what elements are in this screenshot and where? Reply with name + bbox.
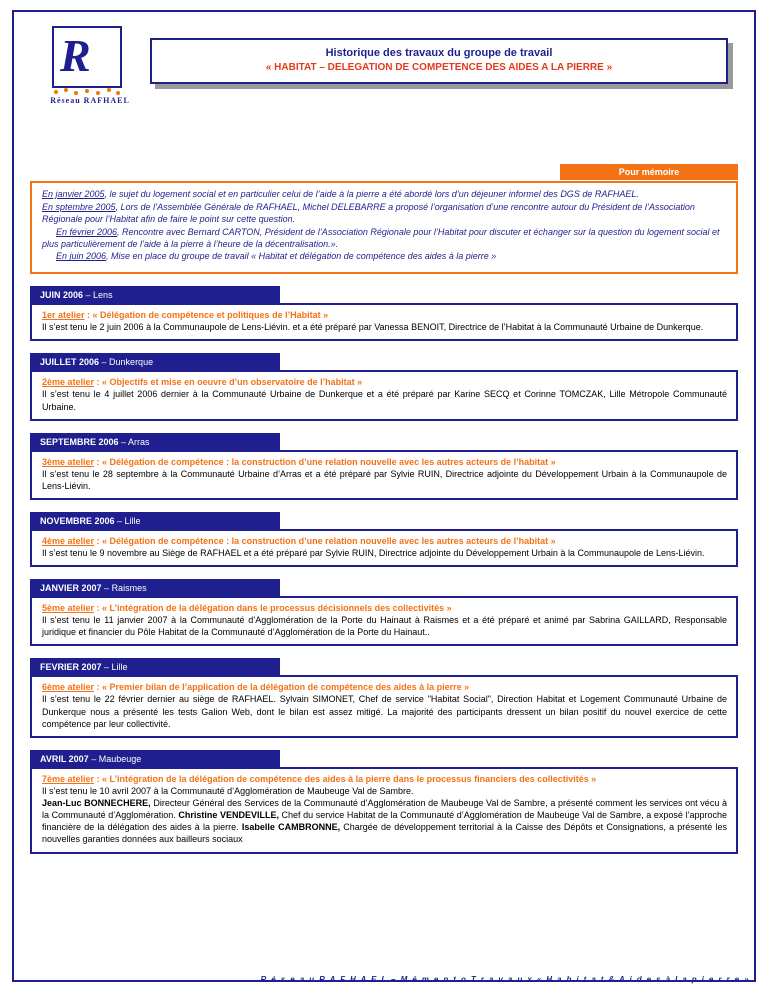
atelier-number: 4ème atelier: [42, 535, 95, 546]
section-avril-2007: [30, 750, 738, 854]
atelier-body: Il s’est tenu le 22 février dernier au siège de RAFHAEL. Sylvain SIMONET, Chef de service "Habitat Social", Direction Habitat et Logement Communauté Urbaine de Dunkerque nous a présenté les tests Galion Web, dont le bilan est assez mitigé. La majorité des participants dressent un bilan positif du nouvel exercice de cette compétence par leur collectivité.: [42, 694, 727, 729]
atelier-title: [42, 457, 727, 467]
month-bar: SEPTEMBRE 2006 – Arras: [30, 433, 280, 451]
speaker-name-2: Christine VENDEVILLE,: [178, 810, 279, 821]
memoire-paragraph: [42, 227, 728, 251]
atelier-number: 7ème atelier: [42, 773, 95, 784]
atelier-title: [42, 682, 727, 692]
atelier-body: Il s’est tenu le 11 janvier 2007 à la Communauté d’Agglomération de la Porte du Hainaut à Raismes et a été préparé et animé par Sabrina GAILLARD, Responsable juridique et financier du Pôle Habitat de la Communauté d’Agglomération de la Porte du Hainaut..: [42, 615, 727, 638]
document-header: [30, 24, 738, 120]
month-bar: JUIN 2006 – Lens: [30, 286, 280, 304]
month-label: JANVIER 2007: [40, 583, 102, 594]
pour-memoire-tab-row: [30, 164, 738, 180]
section-fevrier-2007: [30, 658, 738, 737]
atelier-subject: : « L’intégration de la délégation dans le processus décisionnels des collectivités »: [94, 603, 452, 614]
section-body: [30, 675, 738, 737]
atelier-title: [42, 603, 727, 613]
document-content: [12, 10, 756, 982]
month-place: Dunkerque: [109, 357, 154, 368]
section-body: [30, 303, 738, 341]
page-title: Historique des travaux du groupe de travail: [325, 47, 553, 59]
atelier-body: Il s’est tenu le 2 juin 2006 à la Communaupole de Lens-Liévin. et a été préparé par Vanessa BENOIT, Directrice de l’Habitat à la Communauté Urbaine de Dunkerque.: [42, 322, 704, 333]
section-body: [30, 767, 738, 854]
month-place: Lille: [124, 515, 141, 526]
section-body: [30, 529, 738, 567]
month-place: Lille: [111, 662, 128, 673]
section-body: [30, 450, 738, 500]
speaker-name-3: Isabelle CAMBRONNE,: [241, 822, 341, 833]
atelier-number: 3ème atelier: [42, 456, 95, 467]
atelier-subject: : « Délégation de compétence : la construction d’une relation nouvelle avec les autres acteurs de l’habitat »: [94, 456, 556, 467]
atelier-body: Il s’est tenu le 28 septembre à la Communauté Urbaine d’Arras et a été préparé par Sylvie RUIN, Directrice adjointe du Développement Urbain à la Communaupole de Lens-Liévin.: [42, 468, 727, 491]
month-place: Raismes: [111, 583, 147, 594]
atelier-subject: : « Premier bilan de l’application de la délégation de compétence des aides à la pierre »: [94, 682, 470, 693]
atelier-title: [42, 310, 727, 320]
atelier-subject: : « Délégation de compétence : la construction d’une relation nouvelle avec les autres acteurs de l’habitat »: [94, 535, 556, 546]
month-label: NOVEMBRE 2006: [40, 515, 115, 526]
atelier-subject: : « L’intégration de la délégation de compétence des aides à la pierre dans le processus financiers des collectivités »: [94, 773, 597, 784]
month-label: AVRIL 2007: [40, 753, 89, 764]
section-novembre-2006: [30, 512, 738, 567]
atelier-subject: : « Délégation de compétence et politiques de l’Habitat »: [84, 310, 329, 321]
speaker-name-1: Jean-Luc BONNECHERE,: [42, 797, 151, 808]
logo-monogram: R: [60, 30, 91, 81]
month-bar: JANVIER 2007 – Raismes: [30, 579, 280, 597]
atelier-body: Il s’est tenu le 9 novembre au Siège de RAFHAEL et a été préparé par Sylvie RUIN, Directrice adjointe du Développement Urbain à la Communaupole de Lens-Liévin.: [42, 547, 705, 558]
atelier-number: 1er atelier: [42, 310, 85, 321]
atelier-body: Il s’est tenu le 4 juillet 2006 dernier à la Communauté Urbaine de Dunkerque et a été préparé par Karine SECQ et Corinne TOMCZAK, Lille Métropole Communauté Urbaine.: [42, 389, 727, 412]
atelier-body-line-1: Il s’est tenu le 10 avril 2007 à la Communauté d’Agglomération de Maubeuge Val de Sambre.: [42, 785, 414, 796]
atelier-number: 6ème atelier: [42, 682, 95, 693]
month-bar: FEVRIER 2007 – Lille: [30, 658, 280, 676]
memoire-paragraph: [42, 189, 728, 201]
section-juin-2006: [30, 286, 738, 341]
month-bar: AVRIL 2007 – Maubeuge: [30, 750, 280, 768]
memoire-text: , le sujet du logement social et en particulier celui de l’aide à la pierre a été abordé lors d’un déjeuner informel des DGS de RAFHAEL.: [104, 189, 639, 199]
month-label: FEVRIER 2007: [40, 662, 102, 673]
speaker-text-1: Directeur Général des Services de la Communauté d’Agglomération de Maubeuge Val de Sambre, a présenté comment les services ont vécu à la Communauté d’Agglomération.: [42, 797, 727, 821]
month-label: JUIN 2006: [40, 290, 84, 301]
memoire-text: , Rencontre avec Bernard CARTON, Président de l’Association Régionale pour l’Habitat pour discuter et échanger sur la question du logement social et plus particulièrement de l’aide à la pierre à l’heure de la décentralisation.».: [42, 226, 720, 249]
month-label: JUILLET 2006: [40, 357, 100, 368]
speaker-text-2: Chef du service Habitat de la Communauté d’Agglomération de Maubeuge Val de Sambre, a exposé l’approche financière de la délégation des aides à la pierre.: [42, 810, 727, 833]
pour-memoire-tab: Pour mémoire: [560, 164, 738, 180]
month-place: Arras: [128, 436, 150, 447]
rafhael-logo: [30, 24, 150, 110]
logo-dots-icon: [52, 88, 122, 96]
memoire-date: En juin 2006: [56, 251, 107, 262]
logo-name: Réseau RAFHAEL: [50, 96, 130, 105]
pour-memoire-block: [30, 164, 738, 274]
month-bar: NOVEMBRE 2006 – Lille: [30, 512, 280, 530]
title-block: [150, 38, 728, 84]
atelier-title: [42, 536, 727, 546]
month-place: Lens: [93, 290, 113, 301]
memoire-paragraph: [42, 202, 728, 226]
speaker-text-3: Chargée de développement territorial à la Caisse des Dépôts et Consignations, a présenté les nouvelles garanties données aux bailleurs sociaux: [42, 822, 727, 845]
pour-memoire-box: [30, 181, 738, 274]
title-box: [150, 38, 728, 84]
atelier-title: [42, 774, 727, 784]
month-label: SEPTEMBRE 2006: [40, 436, 119, 447]
atelier-subject: : « Objectifs et mise en oeuvre d’un observatoire de l’habitat »: [94, 377, 363, 388]
atelier-body-line-2: [42, 797, 727, 846]
memoire-paragraph: [42, 251, 728, 263]
section-body: [30, 596, 738, 646]
memoire-text: , Lors de l’Assemblée Générale de RAFHAEL, Michel DELEBARRE a proposé l’organisation d’une rencontre autour du Président de l’Association Régionale pour l’Habitat afin de faire le point sur cette question.: [42, 201, 695, 224]
memoire-date: En février 2006: [56, 226, 118, 237]
atelier-number: 5ème atelier: [42, 603, 95, 614]
memoire-text: , Mise en place du groupe de travail « Habitat et délégation de compétence des aides à la pierre »: [106, 251, 497, 262]
section-septembre-2006: [30, 433, 738, 500]
month-place: Maubeuge: [98, 753, 142, 764]
memoire-date: En janvier 2005: [42, 189, 105, 199]
memoire-date: En sptembre 2005: [42, 201, 116, 212]
atelier-title: [42, 377, 727, 387]
section-juillet-2006: [30, 353, 738, 420]
month-bar: JUILLET 2006 – Dunkerque: [30, 353, 280, 371]
section-body: [30, 370, 738, 420]
document-footer: R é s e a u R A F H A E L – M é m e n t o T r a v a u x « H a b i t a t & A i d e s à l a p i e r r e »: [260, 975, 750, 984]
page-subtitle: « HABITAT – DELEGATION DE COMPETENCE DES AIDES A LA PIERRE »: [265, 62, 613, 73]
section-janvier-2007: [30, 579, 738, 646]
atelier-number: 2ème atelier: [42, 377, 95, 388]
